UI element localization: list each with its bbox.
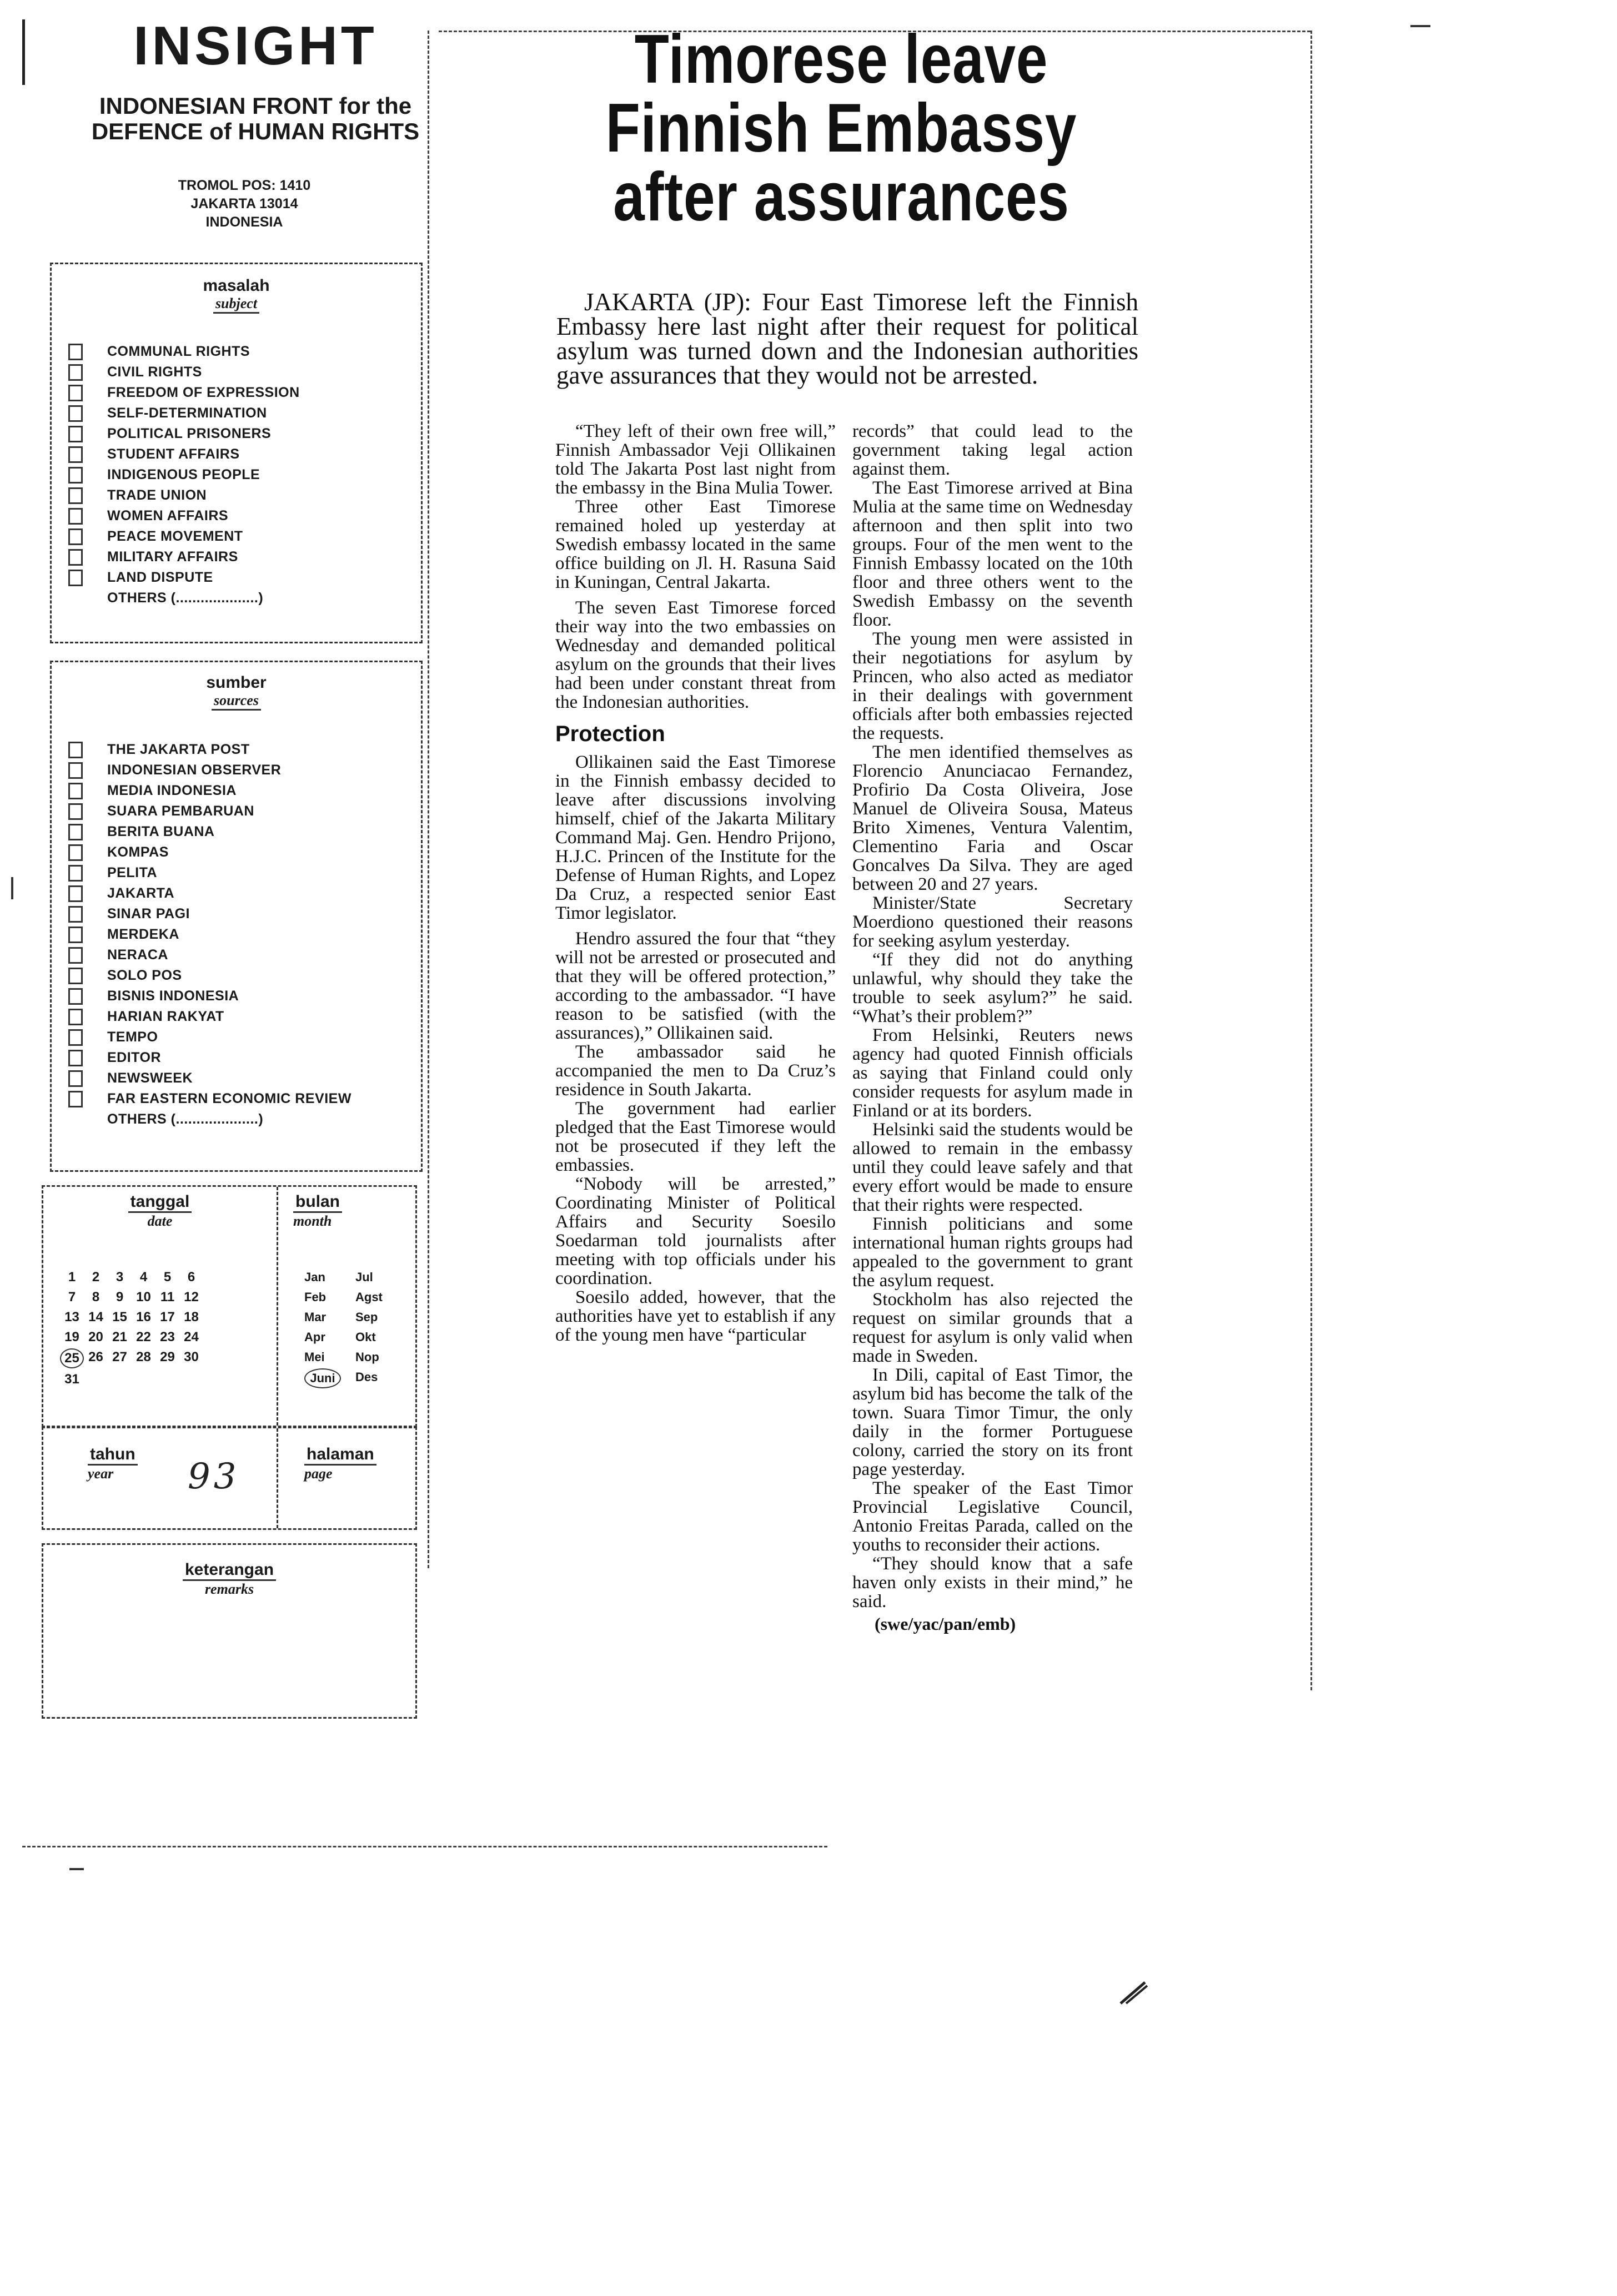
paragraph: “They should know that a safe haven only exists in their mind,” he said.	[852, 1554, 1133, 1612]
scan-mark	[69, 1868, 84, 1870]
paragraph: Helsinki said the students would be allowed to remain in the embassy until they could leave safely and that every effort would be made to ensure that their rights were respected.	[852, 1120, 1133, 1215]
month[interactable]: Nop	[355, 1350, 379, 1364]
year-subheading: year	[88, 1466, 114, 1482]
headline-line-3: after assurances	[613, 159, 1069, 235]
checkbox[interactable]	[68, 426, 83, 442]
day[interactable]: 27	[112, 1350, 127, 1364]
month[interactable]: Mei	[304, 1350, 325, 1364]
sources-heading: sumber	[206, 673, 267, 692]
pen-stroke	[1121, 1982, 1145, 2003]
checkbox[interactable]	[68, 865, 83, 882]
checkbox[interactable]	[68, 968, 83, 984]
month[interactable]: Feb	[304, 1290, 327, 1304]
clipping-border-bottom	[22, 1846, 827, 1847]
month-grid	[304, 1268, 415, 1388]
day-circled[interactable]: 25	[60, 1348, 84, 1368]
address-line: JAKARTA 13014	[190, 196, 298, 212]
day[interactable]: 1	[68, 1270, 76, 1285]
checkbox[interactable]	[68, 762, 83, 779]
year-page-divider	[277, 1428, 278, 1528]
source-item[interactable]: MEDIA INDONESIA	[68, 781, 421, 801]
checkbox[interactable]	[68, 549, 83, 566]
subject-item[interactable]: PEACE MOVEMENT	[68, 526, 421, 547]
day[interactable]: 10	[136, 1290, 151, 1305]
pen-check-mark-icon	[1116, 1979, 1149, 2007]
day[interactable]: 9	[116, 1290, 124, 1305]
lede-paragraph: JAKARTA (JP): Four East Timorese left the Finnish Embassy here last night after their request for political asylum was turned down and the Indonesian authorities gave assurances that they would not be arrested.	[556, 288, 1138, 389]
subject-item[interactable]: POLITICAL PRISONERS	[68, 424, 421, 444]
paragraph: Finnish politicians and some international human rights groups had appealed to the government to grant the asylum request.	[852, 1214, 1133, 1291]
checkbox[interactable]	[68, 988, 83, 1005]
day[interactable]: 22	[136, 1330, 151, 1345]
article-column-1	[555, 422, 836, 1345]
date-section	[43, 1187, 277, 1388]
source-item[interactable]: EDITOR	[68, 1048, 421, 1068]
checkbox[interactable]	[68, 927, 83, 943]
address-line: INDONESIA	[205, 214, 283, 230]
subheading-protection: Protection	[555, 722, 665, 746]
paragraph: The men identified themselves as Florencio Anunciacao Fernandez, Profirio Da Costa Oliveira, Jose Manuel de Oliveira Sousa, Mateus Brito Ximenes, Ventura Valentim, Clementino Faria and Oscar Goncalves Da Silva. They are aged between 20 and 27 years.	[852, 742, 1133, 894]
subject-item[interactable]: STUDENT AFFAIRS	[68, 444, 421, 465]
day[interactable]: 21	[112, 1330, 127, 1345]
source-item[interactable]: MERDEKA	[68, 924, 421, 945]
checkbox[interactable]	[68, 783, 83, 799]
address-line: TROMOL POS: 1410	[178, 178, 311, 193]
day[interactable]: 31	[64, 1372, 79, 1387]
month-subheading: month	[293, 1213, 332, 1229]
checkbox[interactable]	[68, 906, 83, 923]
source-item[interactable]: BERITA BUANA	[68, 822, 421, 842]
year-heading: tahun	[88, 1445, 265, 1466]
remarks-subheading: remarks	[204, 1581, 254, 1597]
day[interactable]: 14	[88, 1310, 103, 1325]
article-lede	[556, 290, 1138, 387]
day[interactable]: 24	[184, 1330, 199, 1345]
day[interactable]: 30	[184, 1350, 199, 1364]
headline-line-1: Timorese leave	[634, 21, 1048, 98]
paragraph: The ambassador said he accompanied the men to Da Cruz’s residence in South Jakarta.	[555, 1042, 836, 1100]
paragraph: Stockholm has also rejected the request on similar grounds that a request for asylum is only valid when made in Sweden.	[852, 1290, 1133, 1366]
org-line-2: DEFENCE of HUMAN RIGHTS	[91, 118, 420, 144]
margin-mark	[22, 19, 25, 85]
date-heading: tanggal	[43, 1192, 277, 1213]
year-page-box	[42, 1427, 417, 1530]
date-divider	[277, 1187, 278, 1426]
paragraph: The young men were assisted in their negotiations for asylum by Princen, who also acted as mediator in their dealings with government officials after both embassies rejected the requests.	[852, 629, 1133, 743]
article-column-2	[852, 422, 1133, 1633]
day[interactable]: 11	[160, 1290, 175, 1305]
day[interactable]: 12	[184, 1290, 199, 1305]
checkbox[interactable]	[68, 742, 83, 758]
checkbox[interactable]	[68, 803, 83, 820]
day[interactable]: 29	[160, 1350, 175, 1364]
day[interactable]: 2	[92, 1270, 100, 1285]
paragraph: Soesilo added, however, that the authorities have yet to establish if any of the young men have “particular	[555, 1287, 836, 1345]
checkbox[interactable]	[68, 385, 83, 401]
subject-item[interactable]: COMMUNAL RIGHTS	[68, 341, 421, 362]
day[interactable]: 20	[88, 1330, 103, 1345]
subject-item[interactable]: OTHERS (....................)	[107, 590, 264, 606]
source-item[interactable]: FAR EASTERN ECONOMIC REVIEW	[68, 1089, 421, 1109]
page-heading: halaman	[304, 1445, 410, 1466]
month-circled[interactable]: Juni	[304, 1368, 341, 1388]
day[interactable]: 8	[92, 1290, 100, 1305]
paragraph: From Helsinki, Reuters news agency had quoted Finnish officials as saying that Finland could only consider requests for asylum made in Finland or at its borders.	[852, 1025, 1133, 1121]
paragraph: The seven East Timorese forced their way into the two embassies on Wednesday and demanded political asylum on the grounds that their lives had been under constant threat from the Indonesian authorities.	[555, 598, 836, 712]
checkbox[interactable]	[68, 344, 83, 360]
subject-item[interactable]: INDIGENOUS PEOPLE	[68, 465, 421, 485]
source-item[interactable]: JAKARTA	[68, 883, 421, 904]
month[interactable]: Des	[355, 1370, 378, 1384]
checkbox[interactable]	[68, 528, 83, 545]
subject-subheading: subject	[52, 295, 421, 314]
subject-item[interactable]: LAND DISPUTE	[68, 567, 421, 588]
subject-box	[50, 263, 423, 643]
scan-mark	[1410, 25, 1430, 27]
day[interactable]: 15	[112, 1310, 127, 1325]
source-item[interactable]: BISNIS INDONESIA	[68, 986, 421, 1006]
paragraph: “Nobody will be arrested,” Coordinating Minister of Political Affairs and Security Soesilo Soedarman told journalists after meeting with top officials under his coordination.	[555, 1174, 836, 1288]
year-value[interactable]: 93	[188, 1456, 240, 1497]
insight-logo: INSIGHT	[133, 15, 378, 76]
day[interactable]: 16	[136, 1310, 151, 1325]
org-line-1: INDONESIAN FRONT for the	[99, 93, 412, 119]
source-item[interactable]: THE JAKARTA POST	[68, 739, 421, 760]
source-item[interactable]: TEMPO	[68, 1027, 421, 1048]
paragraph: Hendro assured the four that “they will not be arrested or prosecuted and that they will be offered protection,” according to the ambassador. “I have reason to be satisfied (with the assurances),” Ollikainen said.	[555, 929, 836, 1043]
source-item[interactable]: SOLO POS	[68, 965, 421, 986]
month[interactable]: Jul	[355, 1270, 373, 1284]
day[interactable]: 6	[187, 1270, 195, 1285]
checkbox[interactable]	[68, 467, 83, 484]
source-item[interactable]: NEWSWEEK	[68, 1068, 421, 1089]
clipping-form	[0, 0, 433, 1849]
paragraph: Ollikainen said the East Timorese in the Finnish embassy decided to leave after discussions involving himself, chief of the Jakarta Military Command Maj. Gen. Hendro Prijono, H.J.C. Princen of the Institute for the Defense of Human Rights, and Lopez Da Cruz, a respected senior East Timor legislator.	[555, 752, 836, 923]
mailing-address	[139, 177, 350, 231]
month-heading: bulan	[282, 1192, 415, 1213]
clipping-border-right	[1310, 31, 1312, 1690]
byline-signature: (swe/yac/pan/emb)	[875, 1614, 1016, 1634]
year-section	[88, 1445, 265, 1497]
paragraph: The speaker of the East Timor Provincial Legislative Council, Antonio Freitas Parada, called on the youths to reconsider their actions.	[852, 1478, 1133, 1555]
month[interactable]: Mar	[304, 1310, 327, 1324]
day[interactable]: 23	[160, 1330, 175, 1345]
checkbox[interactable]	[68, 508, 83, 525]
day[interactable]: 17	[160, 1310, 175, 1325]
subject-heading: masalah	[203, 276, 270, 295]
date-box	[42, 1185, 417, 1427]
paragraph: In Dili, capital of East Timor, the asylum bid has become the talk of the town. Suara Timor Timur, the only daily in the former Portuguese colony, carried the story on its front page yesterday.	[852, 1365, 1133, 1479]
checkbox[interactable]	[68, 1029, 83, 1046]
checkbox[interactable]	[68, 1050, 83, 1066]
clipping-border-left	[428, 31, 429, 1568]
checkbox[interactable]	[68, 405, 83, 422]
checkbox[interactable]	[68, 1009, 83, 1025]
day[interactable]: 5	[163, 1270, 172, 1285]
subject-item[interactable]: TRADE UNION	[68, 485, 421, 506]
page-subheading: page	[304, 1466, 333, 1482]
day-grid	[60, 1268, 277, 1388]
date-subheading: date	[147, 1213, 173, 1229]
day[interactable]: 7	[68, 1290, 76, 1305]
organization-name	[61, 93, 450, 144]
day[interactable]: 4	[139, 1270, 148, 1285]
paragraph: “They left of their own free will,” Finnish Ambassador Veji Ollikainen told The Jakarta Post last night from the embassy in the Bina Mulia Tower.	[555, 421, 836, 498]
subject-item[interactable]: CIVIL RIGHTS	[68, 362, 421, 382]
checkbox[interactable]	[68, 947, 83, 964]
day[interactable]: 28	[136, 1350, 151, 1364]
day[interactable]: 18	[184, 1310, 199, 1325]
source-item[interactable]: OTHERS (....................)	[107, 1111, 264, 1127]
checkbox[interactable]	[68, 487, 83, 504]
checkbox[interactable]	[68, 1070, 83, 1087]
subject-item[interactable]: SELF-DETERMINATION	[68, 403, 421, 424]
source-item[interactable]: NERACA	[68, 945, 421, 965]
sources-checklist	[68, 739, 421, 1130]
paragraph: Minister/State Secretary Moerdiono questioned their reasons for seeking asylum yesterday.	[852, 893, 1133, 951]
month[interactable]: Apr	[304, 1330, 325, 1344]
sources-subheading: sources	[52, 692, 421, 711]
paragraph: The government had earlier pledged that the East Timorese would not be prosecuted if they left the embassies.	[555, 1099, 836, 1175]
checkbox[interactable]	[68, 1091, 83, 1107]
paragraph: “If they did not do anything unlawful, why should they take the trouble to seek asylum?” he said. “What’s their problem?”	[852, 950, 1133, 1026]
day[interactable]: 3	[116, 1270, 124, 1285]
checkbox[interactable]	[68, 824, 83, 840]
month[interactable]: Jan	[304, 1270, 325, 1284]
day[interactable]: 13	[64, 1310, 79, 1325]
page-section	[304, 1445, 410, 1482]
month[interactable]: Okt	[355, 1330, 376, 1344]
day[interactable]: 19	[64, 1330, 79, 1345]
day[interactable]: 26	[88, 1350, 103, 1364]
paragraph: records” that could lead to the government taking legal action against them.	[852, 421, 1133, 479]
source-item[interactable]: PELITA	[68, 863, 421, 883]
headline-line-2: Finnish Embassy	[605, 90, 1077, 167]
paragraph: Three other East Timorese remained holed up yesterday at Swedish embassy located in the same office building on Jl. H. Rasuna Said in Kuningan, Central Jakarta.	[555, 497, 836, 592]
subject-checklist	[68, 341, 421, 608]
remarks-box	[42, 1543, 417, 1719]
checkbox[interactable]	[68, 364, 83, 381]
subject-item[interactable]: MILITARY AFFAIRS	[68, 547, 421, 567]
checkbox[interactable]	[68, 570, 83, 586]
article-headline	[595, 21, 1087, 235]
source-item[interactable]: SUARA PEMBARUAN	[68, 801, 421, 822]
source-item[interactable]: SINAR PAGI	[68, 904, 421, 924]
subject-item[interactable]: FREEDOM OF EXPRESSION	[68, 382, 421, 403]
checkbox[interactable]	[68, 885, 83, 902]
month[interactable]: Agst	[355, 1290, 383, 1304]
checkbox[interactable]	[68, 446, 83, 463]
scan-mark	[11, 877, 13, 899]
remarks-heading: keterangan	[43, 1560, 415, 1581]
month[interactable]: Sep	[355, 1310, 378, 1324]
source-item[interactable]: HARIAN RAKYAT	[68, 1006, 421, 1027]
source-item[interactable]: KOMPAS	[68, 842, 421, 863]
paragraph: The East Timorese arrived at Bina Mulia at the same time on Wednesday afternoon and then split into two groups. Four of the men went to the Finnish Embassy located on the 10th floor and three others went to the Swedish Embassy on the seventh floor.	[852, 478, 1133, 630]
month-section	[282, 1187, 415, 1388]
checkbox[interactable]	[68, 844, 83, 861]
source-item[interactable]: INDONESIAN OBSERVER	[68, 760, 421, 781]
sources-box	[50, 661, 423, 1172]
subject-item[interactable]: WOMEN AFFAIRS	[68, 506, 421, 526]
